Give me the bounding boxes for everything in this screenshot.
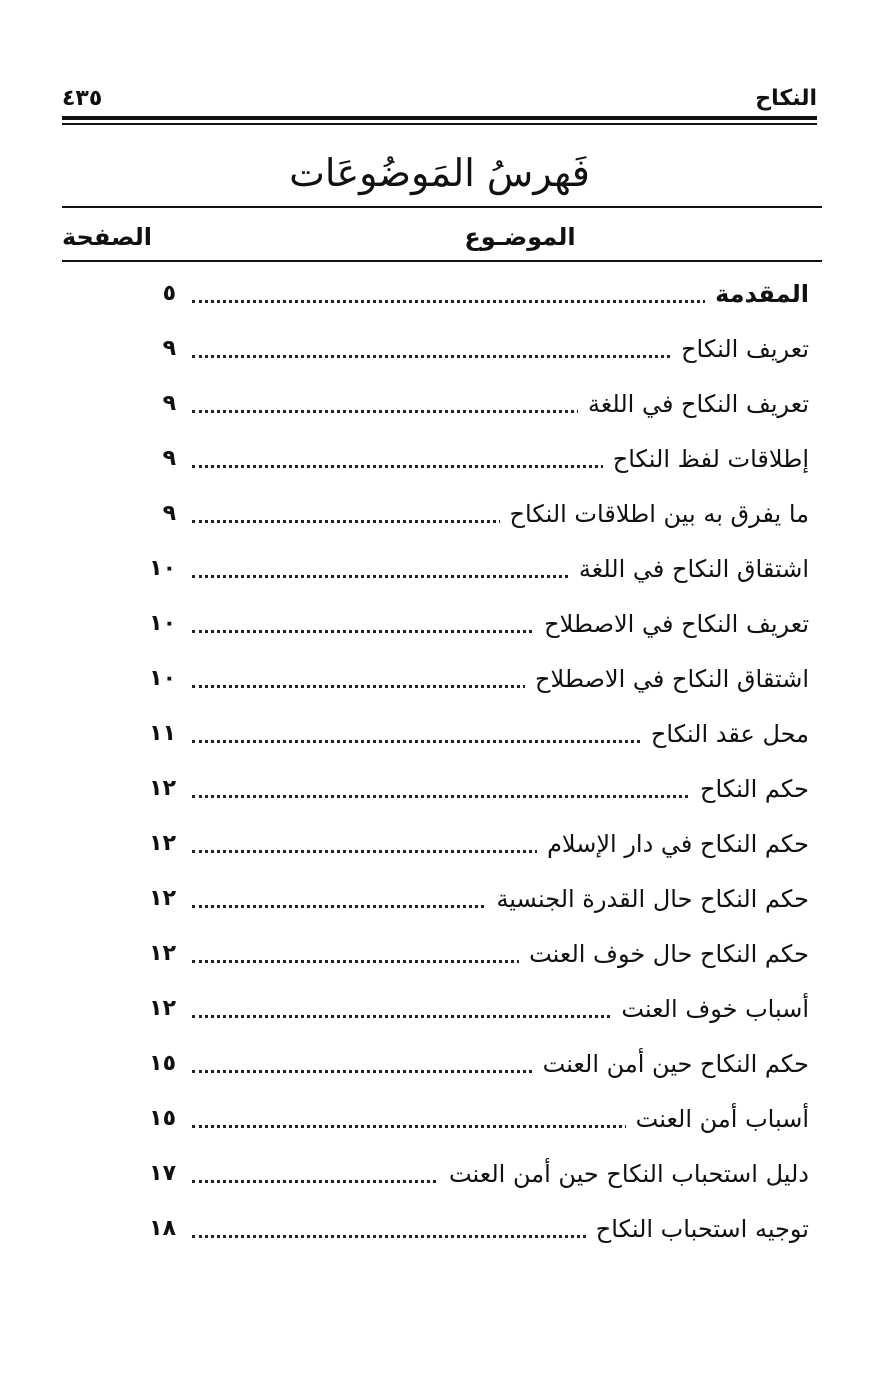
- toc-entry: [0, 820, 879, 868]
- toc-entry-page: ٩: [162, 391, 176, 416]
- toc-entry-title: حكم النكاح: [690, 765, 809, 813]
- toc-entry-page: ١٠: [149, 666, 176, 691]
- page-number: ٤٣٥: [62, 86, 103, 111]
- toc-entry-page: ١٧: [149, 1161, 176, 1186]
- toc-entry-page: ١٠: [149, 556, 176, 581]
- column-header-topic: الموضـوع: [464, 223, 576, 251]
- toc-entry-page: ٩: [162, 501, 176, 526]
- toc-entry-title: تعريف النكاح في الاصطلاح: [534, 600, 809, 648]
- toc-entry: [0, 710, 879, 758]
- toc-entry-title: أسباب خوف العنت: [611, 985, 809, 1033]
- toc-entry-title: إطلاقات لفظ النكاح: [603, 435, 809, 483]
- toc-entry-title: دليل استحباب النكاح حين أمن العنت: [439, 1150, 809, 1198]
- toc-entry-page: ١٥: [149, 1106, 176, 1131]
- toc-entry: [0, 1095, 879, 1143]
- toc-entry-title: حكم النكاح حين أمن العنت: [533, 1040, 809, 1088]
- column-header-rule-top: [62, 206, 822, 208]
- toc-entry: [0, 600, 879, 648]
- toc-entry-page: ١٢: [149, 831, 176, 856]
- toc-entry-page: ١٥: [149, 1051, 176, 1076]
- toc-entry: [0, 1040, 879, 1088]
- toc-entry: [0, 765, 879, 813]
- toc-entry-page: ١٢: [149, 776, 176, 801]
- header-rule-thin: [62, 123, 817, 125]
- toc-entry: [0, 1205, 879, 1253]
- toc-entry-title: محل عقد النكاح: [641, 710, 809, 758]
- toc-entry: [0, 875, 879, 923]
- toc-entry: [0, 545, 879, 593]
- toc-entry-title: توجيه استحباب النكاح: [586, 1205, 809, 1253]
- toc-entry-title: حكم النكاح في دار الإسلام: [537, 820, 809, 868]
- toc-entry: [0, 490, 879, 538]
- toc-entry-title: أسباب أمن العنت: [626, 1095, 809, 1143]
- toc-entry-page: ١٢: [149, 886, 176, 911]
- toc-entry: [0, 930, 879, 978]
- toc-entry: [0, 270, 879, 318]
- toc-entry-title: اشتقاق النكاح في الاصطلاح: [525, 655, 809, 703]
- toc-entry-title: المقدمة: [705, 270, 809, 318]
- toc-entry-title: تعريف النكاح: [671, 325, 809, 373]
- toc-entry-page: ١١: [149, 721, 176, 746]
- toc-entry: [0, 435, 879, 483]
- column-header-rule-bottom: [62, 260, 822, 262]
- running-title: النكاح: [755, 86, 817, 111]
- toc-entry-title: حكم النكاح حال القدرة الجنسية: [486, 875, 809, 923]
- toc-entry-page: ٩: [162, 336, 176, 361]
- toc-entry: [0, 1150, 879, 1198]
- index-title: فَهرسُ المَوضُوعَات: [289, 151, 590, 195]
- toc-entry: [0, 655, 879, 703]
- toc-entry-title: اشتقاق النكاح في اللغة: [569, 545, 809, 593]
- toc-entry-page: ٩: [162, 446, 176, 471]
- toc-entry-title: ما يفرق به بين اطلاقات النكاح: [500, 490, 809, 538]
- toc-entry-page: ١٢: [149, 996, 176, 1021]
- toc-entry: [0, 985, 879, 1033]
- column-header-page: الصفحة: [62, 223, 153, 251]
- toc-entry: [0, 380, 879, 428]
- toc-entry: [0, 325, 879, 373]
- toc-entry-page: ١٨: [149, 1216, 176, 1241]
- toc-entry-page: ١٢: [149, 941, 176, 966]
- header-rule-thick: [62, 116, 817, 120]
- toc-entry-title: حكم النكاح حال خوف العنت: [519, 930, 809, 978]
- running-header: [62, 84, 817, 114]
- toc-entry-title: تعريف النكاح في اللغة: [578, 380, 809, 428]
- toc-entry-page: ٥: [162, 281, 176, 306]
- toc-entry-page: ١٠: [149, 611, 176, 636]
